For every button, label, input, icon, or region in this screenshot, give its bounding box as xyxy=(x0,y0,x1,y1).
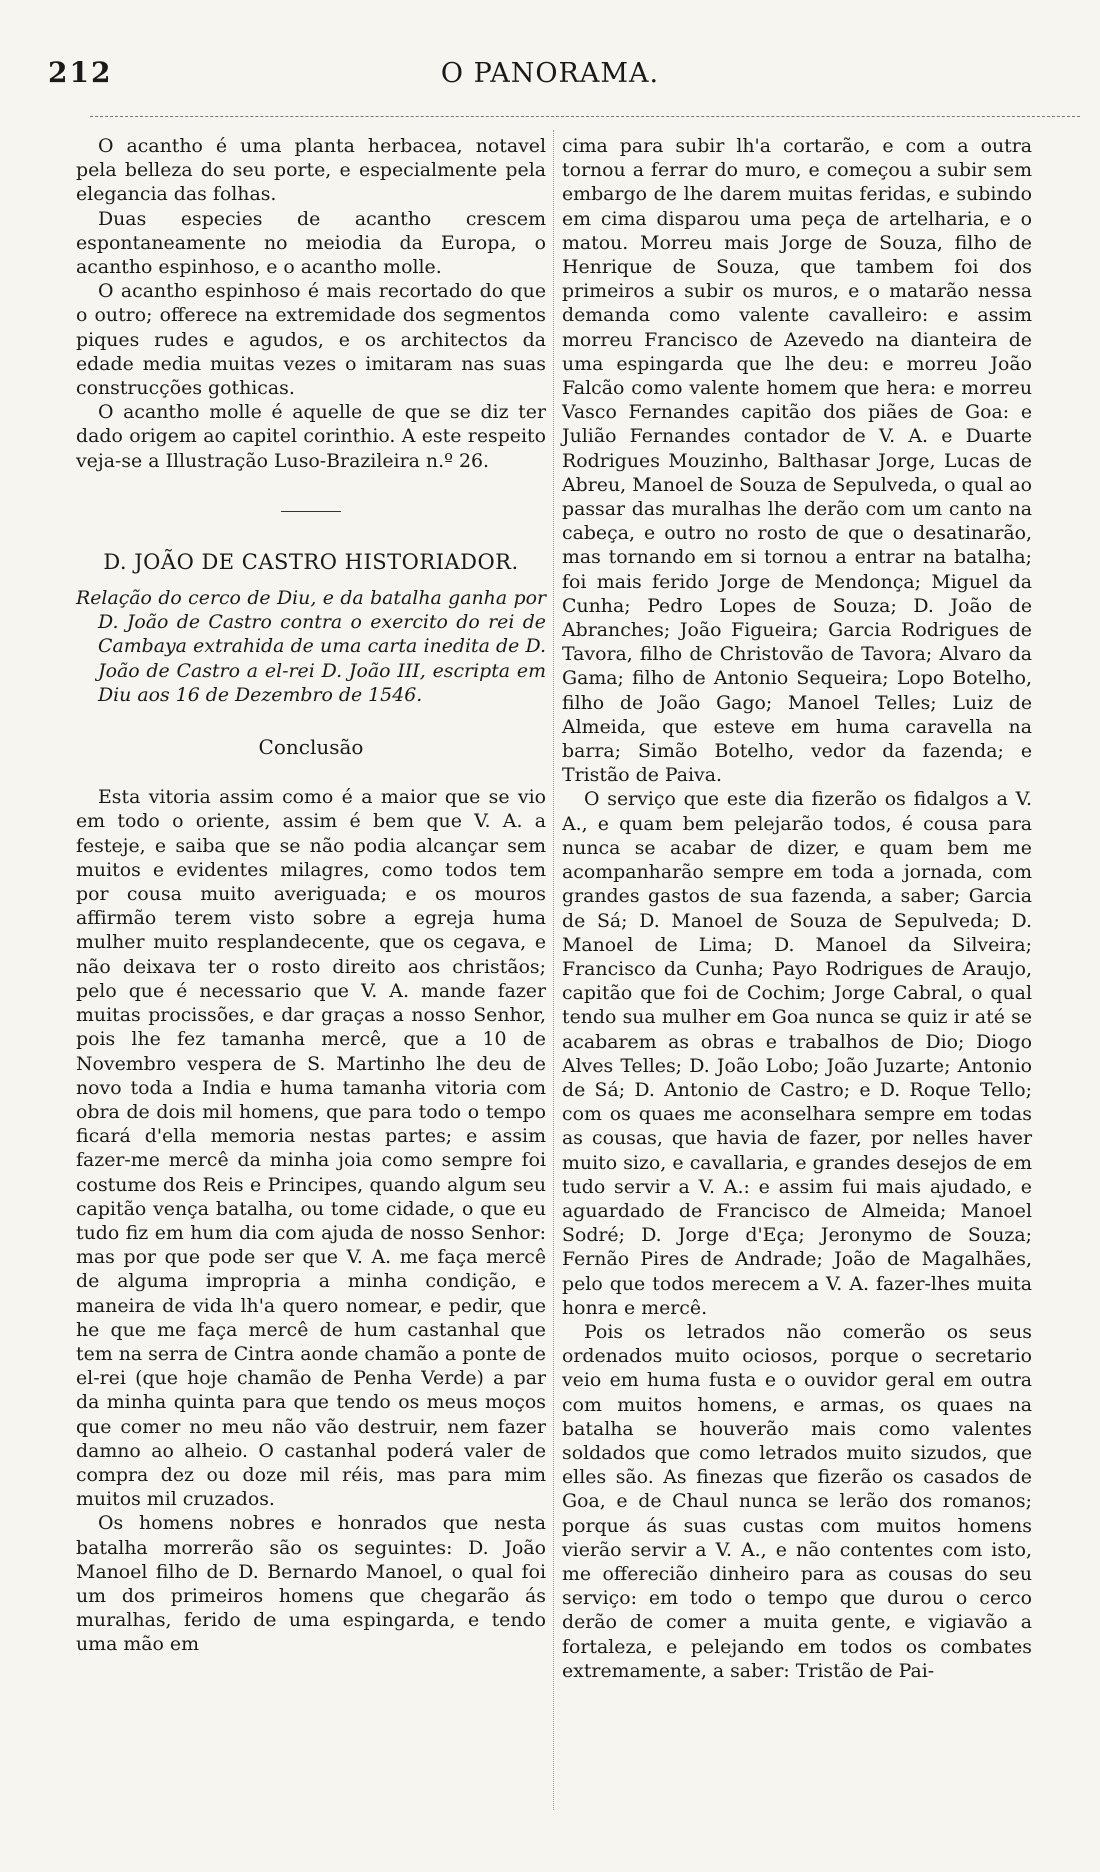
body-paragraph: Esta vitoria assim como é a maior que se vio em todo o oriente, assim é bem que V. A. a festeje, e saiba que se não podia alcançar sem muitos e evidentes milagres, como todos tem por cousa muito averiguada; e os mouros affirmão terem visto sobre a egreja huma mulher muito resplandecente, que os cegava, e não deixava ter o rosto direito aos christãos; pelo que é necessario que V. A. mande fazer muitas procissões, e dar graças a nosso Senhor, pois lhe fez tamanha mercê, que a 10 de Novembro vespera de S. Martinho lhe deu de novo toda a India e huma tamanha vitoria com obra de dois mil homens, que para todo o tempo ficará d'ella memoria nestas partes; e assim fazer-me mercê da minha joia como sempre foi costume dos Reis e Principes, quando algum seu capitão vença batalha, ou tome cidade, o que eu tudo fiz em hum dia com ajuda de nosso Senhor: mas por que pode ser que V. A. me faça mercê de alguma impropria a minha condição, e maneira de vida lh'a quero nomear, e pedir, que he que me faça mercê de hum castanhal que tem na serra de Cintra aonde chamão a ponte de el-rei (que hoje chamão de Penha Verde) a par da minha quinta para que tendo os meus moços que comer no meu não vão destruir, nem fazer damno ao alheio. O castanhal poderá valer de compra dez ou doze mil réis, mas para mim muitos mil cruzados. xyxy=(76,786,546,1511)
article-subtitle: Relação do cerco de Diu, e da batalha ganha por D. João de Castro contra o exercito do rei de Cambaya extrahida de uma carta inedita de D. João de Castro a el-rei D. João III, escripta em Diu aos 16 de Dezembro de 1546. xyxy=(76,587,546,706)
acanthus-paragraph: O acantho espinhoso é mais recortado do que o outro; offerece na extremidade dos segmentos piques rudes e agudos, e os architectos da edade media muitas vezes o imitaram nas suas construcções gothicas. xyxy=(76,280,546,400)
acanthus-paragraph: O acantho é uma planta herbacea, notavel pela belleza do seu porte, e especialmente pela elegancia das folhas. xyxy=(76,135,546,206)
acanthus-paragraph: Duas especies de acantho crescem espontaneamente no meiodia da Europa, o acantho espinhoso, e o acantho molle. xyxy=(76,207,546,279)
body-paragraph: cima para subir lh'a cortarão, e com a outra tornou a ferrar do muro, e começou a subir sem embargo de lhe darem muitas feridas, e subindo em cima disparou uma peça de artelharia, e o matou. Morreu mais Jorge de Souza, filho de Henrique de Souza, que tambem foi dos primeiros a subir os muros, e o matarão nessa demanda como valente cavalleiro: e assim morreu Francisco de Azevedo na dianteira de uma espingarda que lhe deu: e morreu João Falcão como valente homem que hera: e morreu Vasco Fernandes capitão dos piães de Goa: e Julião Fernandes contador de V. A. e Duarte Rodrigues Mouzinho, Balthasar Jorge, Lucas de Abreu, Manoel de Souza de Sepulveda, o qual ao passar das muralhas lhe derão com um canto na cabeça, e outro no rosto de que o desatinarão, mas tornando em si tornou a entrar na batalha; foi mais ferido Jorge de Mendonça; Miguel da Cunha; Pedro Lopes de Souza; D. João de Abranches; João Figueira; Garcia Rodrigues de Tavora, filho de Christovão de Tavora; Alvaro da Gama; filho de Antonio Sequeira; Lopo Botelho, filho de João Gago; Manoel Telles; Luiz de Almeida, que esteve em huma caravella na barra; Simão Botelho, vedor da fazenda; e Tristão de Paiva. xyxy=(562,135,1032,787)
left-column xyxy=(76,134,546,1657)
column-divider xyxy=(553,130,554,1810)
body-paragraph: O serviço que este dia fizerão os fidalgos a V. A., e quam bem pelejarão todos, é cousa para nunca se acabar de dizer, e quam bem me acompanharão sempre em toda a jornada, com grandes gastos de sua fazenda, a saber; Garcia de Sá; D. Manoel de Souza de Sepulveda; D. Manoel de Lima; D. Manoel da Silveira; Francisco da Cunha; Payo Rodrigues de Araujo, capitão que foi de Cochim; Jorge Cabral, o qual tendo sua mulher em Goa nunca se quiz ir até se acabarem as obras e trabalhos de Dio; Diogo Alves Telles; D. João Lobo; João Juzarte; Antonio de Sá; D. Antonio de Castro; e D. Roque Tello; com os quaes me aconselhara sempre em todas as cousas, que havia de fazer, por nelles haver muito sizo, e cavallaria, e grandes desejos de em tudo servir a V. A.: e assim fui mais ajudado, e aguardado de Francisco de Almeida; Manoel Sodré; D. Jorge d'Eça; Jeronymo de Souza; Fernão Pires de Andrade; João de Magalhães, pelo que todos merecem a V. A. fazer-lhes muita honra e mercê. xyxy=(562,788,1032,1319)
article-title: D. JOÃO DE CASTRO HISTORIADOR. xyxy=(103,549,519,574)
header-rule xyxy=(90,116,1080,117)
section-divider xyxy=(281,511,341,512)
page-header xyxy=(28,56,1072,96)
section-heading: Conclusão xyxy=(258,735,364,760)
page-number: 212 xyxy=(48,56,113,89)
body-paragraph: Os homens nobres e honrados que nesta batalha morrerão são os seguintes: D. João Manoel filho de D. Bernardo Manoel, o qual foi um dos primeiros homens que chegarão ás muralhas, ferido de uma espingarda, e tendo uma mão em xyxy=(76,1512,546,1656)
right-column xyxy=(562,134,1032,1683)
body-paragraph: Pois os letrados não comerão os seus ordenados muito ociosos, porque o secretario veio em huma fusta e o ouvidor geral em outra com muitos homens, e armas, os quaes na batalha se houverão mais como valentes soldados que como letrados muito sizudos, que elles são. As finezas que fizerão os casados de Goa, e de Chaul nunca se lerão dos romanos; porque ás suas custas com muitos homens vierão servir a V. A., e não contentes com isto, me offerecião dinheiro para as cousas do seu serviço: em todo o tempo que durou o cerco derão de comer a muita gente, e vigiavão a fortaleza, e pelejando em todos os combates extremamente, a saber: Tristão de Pai- xyxy=(562,1320,1032,1682)
acanthus-paragraph: O acantho molle é aquelle de que se diz ter dado origem ao capitel corinthio. A este respeito veja-se a Illustração Luso-Brazileira n.º 26. xyxy=(76,401,546,472)
journal-title: O PANORAMA. xyxy=(440,58,660,89)
